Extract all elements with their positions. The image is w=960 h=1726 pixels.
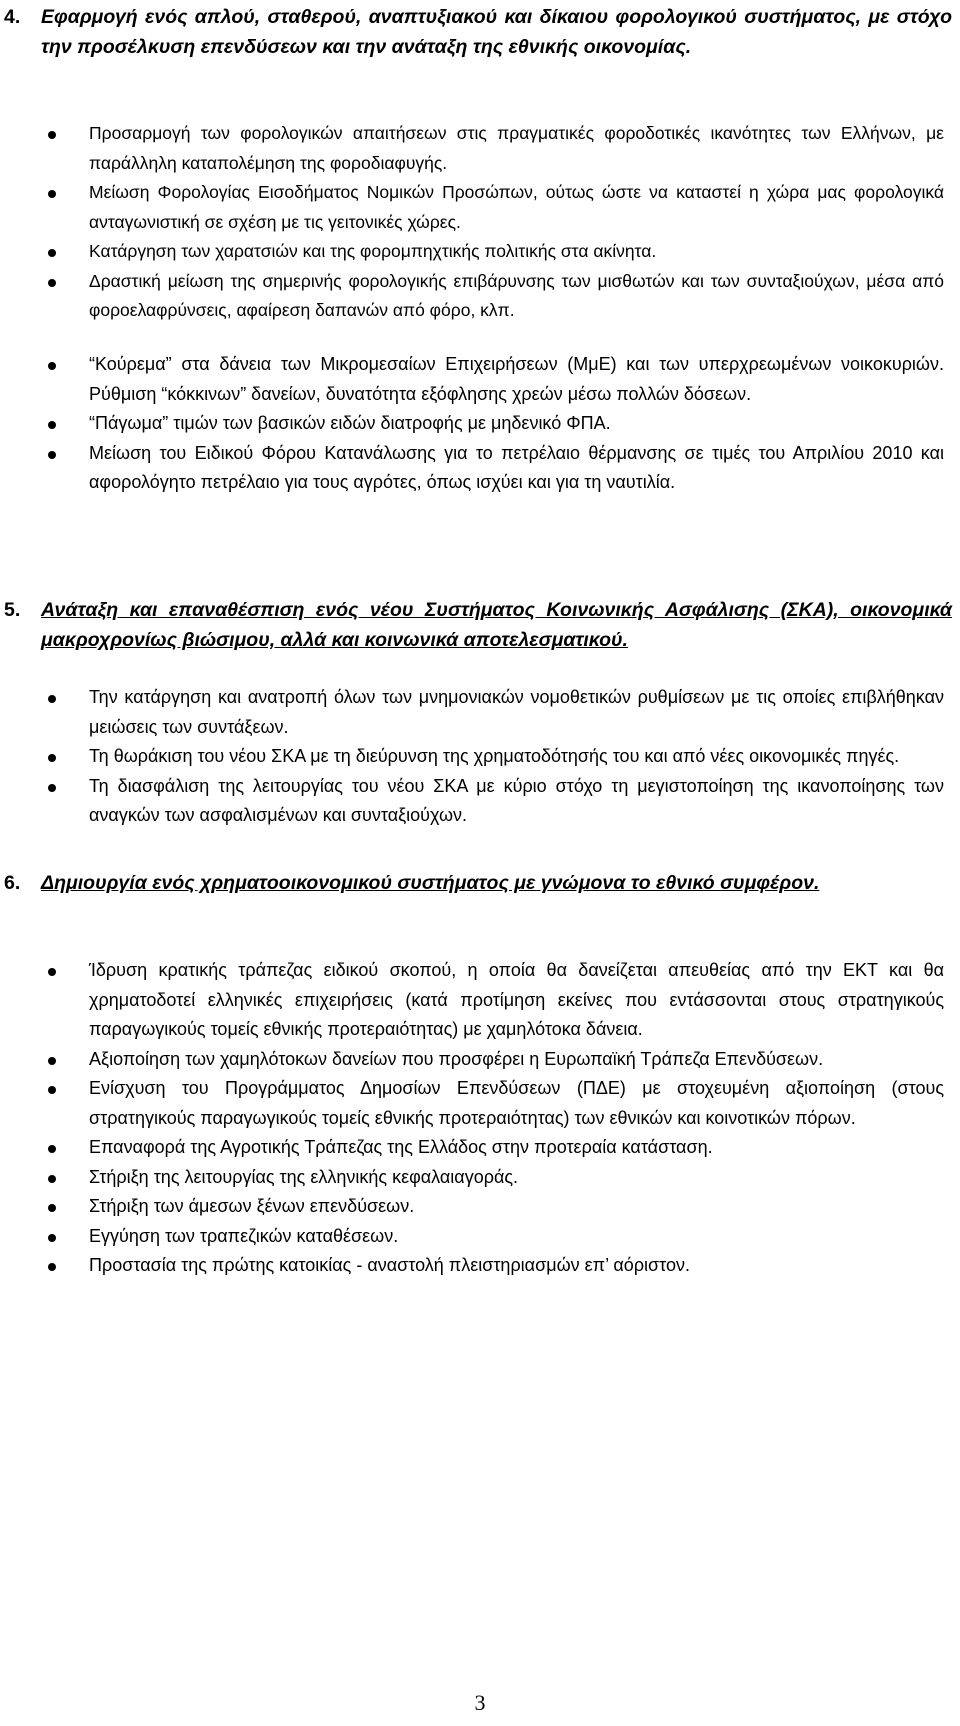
bullet-icon [48,1263,56,1271]
list-item: Ενίσχυση του Προγράμματος Δημοσίων Επενδύσεων (ΠΔΕ) με στοχευμένη αξιοποίηση (στους στρατηγικούς παραγωγικούς τομείς εθνικής προτεραιότητας) των εθνικών και κοινοτικών πόρων. [0,1074,960,1133]
bullet-icon [48,249,56,257]
bullet-icon [48,1175,56,1183]
bullet-icon [48,1086,56,1094]
section-5-title: Ανάταξη και επαναθέσπιση ενός νέου Συστήματος Κοινωνικής Ασφάλισης (ΣΚΑ), οικονομικά μακροχρονίως βιώσιμου, αλλά και κοινωνικά αποτελεσματικού. [41,599,952,651]
list-item: Ίδρυση κρατικής τράπεζας ειδικού σκοπού, η οποία θα δανείζεται απευθείας από την ΕΚΤ και θα χρηματοδοτεί ελληνικές επιχειρήσεις (κατά προτίμηση εκείνες που εντάσσονται στους στρατηγικούς παραγωγικούς τομείς εθνικής προτεραιότητας) με χαμηλότοκα δάνεια. [0,956,960,1045]
list-item: “Κούρεμα” στα δάνεια των Μικρομεσαίων Επιχειρήσεων (ΜμΕ) και των υπερχρεωμένων νοικοκυριών. Ρύθμιση “κόκκινων” δανείων, δυνατότητα εξόφλησης χρεών μέσω πολλών δόσεων. [0,350,960,409]
bullet-icon [48,695,56,703]
bullet-icon [48,190,56,198]
list-item: Τη θωράκιση του νέου ΣΚΑ με τη διεύρυνση της χρηματοδότησής του και από νέες οικονομικές πηγές. [0,742,960,772]
section-4-list-continued [0,350,960,498]
bullet-icon [48,1234,56,1242]
bullet-icon [48,279,56,287]
list-item: Μείωση Φορολογίας Εισοδήματος Νομικών Προσώπων, ούτως ώστε να καταστεί η χώρα μας φορολογικά ανταγωνιστική σε σχέση με τις γειτονικές χώρες. [0,178,960,237]
bullet-icon [48,131,56,139]
bullet-icon [48,1204,56,1212]
section-4-heading [0,2,952,62]
list-item: Την κατάργηση και ανατροπή όλων των μνημονιακών νομοθετικών ρυθμίσεων με τις οποίες επιβλήθηκαν μειώσεις των συντάξεων. [0,683,960,742]
section-4-number: 4. [4,6,21,28]
bullet-icon [48,1057,56,1065]
section-6-list [0,956,960,1281]
list-item: Μείωση του Ειδικού Φόρου Κατανάλωσης για το πετρέλαιο θέρμανσης σε τιμές του Απριλίου 2010 και αφορολόγητο πετρέλαιο για τους αγρότες, όπως ισχύει και για τη ναυτιλία. [0,439,960,498]
list-item: Εγγύηση των τραπεζικών καταθέσεων. [0,1222,960,1252]
list-item: Τη διασφάλιση της λειτουργίας του νέου ΣΚΑ με κύριο στόχο τη μεγιστοποίηση της ικανοποίησης των αναγκών των ασφαλισμένων και συνταξιούχων. [0,772,960,831]
list-item: Αξιοποίηση των χαμηλότοκων δανείων που προσφέρει η Ευρωπαϊκή Τράπεζα Επενδύσεων. [0,1045,960,1075]
list-item: Επαναφορά της Αγροτικής Τράπεζας της Ελλάδος στην προτεραία κατάσταση. [0,1133,960,1163]
section-4-title: Εφαρμογή ενός απλού, σταθερού, αναπτυξιακού και δίκαιου φορολογικού συστήματος, με στόχο την προσέλκυση επενδύσεων και την ανάταξη της εθνικής οικονομίας. [41,6,952,58]
bullet-icon [48,968,56,976]
section-6-title: Δημιουργία ενός χρηματοοικονομικού συστήματος με γνώμονα το εθνικό συμφέρον. [41,872,820,894]
section-5-heading [0,595,952,655]
list-item: Στήριξη της λειτουργίας της ελληνικής κεφαλαιαγοράς. [0,1163,960,1193]
list-item: Δραστική μείωση της σημερινής φορολογικής επιβάρυνσης των μισθωτών και των συνταξιούχων, μέσα από φοροελαφρύνσεις, αφαίρεση δαπανών από φόρο, κλπ. [0,267,960,326]
list-item: Προσαρμογή των φορολογικών απαιτήσεων στις πραγματικές φοροδοτικές ικανότητες των Ελλήνων, με παράλληλη καταπολέμηση της φοροδιαφυγής. [0,119,960,178]
section-6-heading [0,868,952,898]
list-item: Στήριξη των άμεσων ξένων επενδύσεων. [0,1192,960,1222]
list-item: Κατάργηση των χαρατσιών και της φορομπηχτικής πολιτικής στα ακίνητα. [0,237,960,267]
list-item: “Πάγωμα” τιμών των βασικών ειδών διατροφής με μηδενικό ΦΠΑ. [0,409,960,439]
bullet-icon [48,362,56,370]
bullet-icon [48,784,56,792]
section-5-list [0,683,960,831]
section-6-number: 6. [4,872,21,894]
section-4-list [0,119,960,326]
bullet-icon [48,1145,56,1153]
bullet-icon [48,451,56,459]
bullet-icon [48,421,56,429]
page-number: 3 [474,1690,486,1715]
list-item: Προστασία της πρώτης κατοικίας - αναστολή πλειστηριασμών επ’ αόριστον. [0,1251,960,1281]
section-5-number: 5. [4,599,21,621]
bullet-icon [48,754,56,762]
